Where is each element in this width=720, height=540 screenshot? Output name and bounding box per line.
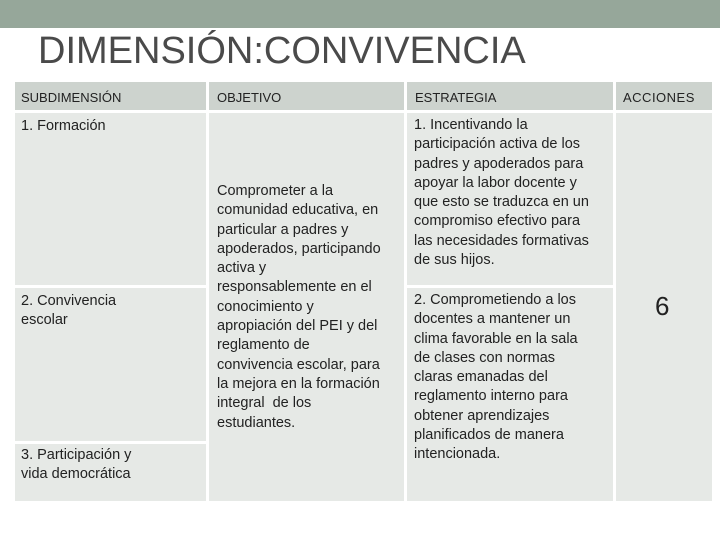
strategy-line: compromiso efectivo para: [414, 213, 581, 230]
objective-line: particular a padres y: [217, 221, 349, 238]
objective-line: integral de los: [217, 395, 312, 412]
header-actions: ACCIONES: [616, 82, 712, 110]
strategy-line: intencionada.: [414, 446, 501, 463]
objective-line: apoderados, participando: [217, 240, 381, 257]
strategy-line: obtener aprendizajes: [414, 407, 550, 424]
top-bar: [0, 0, 720, 28]
strategy-line: docentes a mantener un: [414, 311, 571, 328]
subdimension-label: 2. Convivencia: [21, 293, 117, 309]
header-strategy: ESTRATEGIA: [407, 82, 613, 110]
strategy-cell-1: [407, 113, 613, 285]
subdimension-label: 3. Participación y: [21, 447, 132, 463]
strategy-cell-2: [407, 288, 613, 501]
objective-line: convivencia escolar, para: [217, 356, 380, 373]
subdimension-cell-1: [15, 113, 206, 285]
strategy-line: 2. Comprometiendo a los: [414, 292, 576, 308]
objective-line: apropiación del PEI y del: [217, 318, 378, 335]
subdimension-label: escolar: [21, 312, 68, 329]
objective-line: conocimiento y: [217, 298, 314, 315]
objective-line: Comprometer a la: [217, 183, 334, 199]
header-objective: OBJETIVO: [209, 82, 404, 110]
page-title: DIMENSIÓN:CONVIVENCIA: [38, 30, 526, 72]
objective-line: la mejora en la formación: [217, 375, 380, 392]
strategy-line: participación activa de los: [414, 136, 581, 153]
actions-cell: [616, 113, 712, 501]
objective-line: estudiantes.: [217, 414, 296, 431]
actions-count: 6: [655, 291, 670, 321]
strategy-line: clima favorable en la sala: [414, 330, 578, 347]
objective-cell: [209, 113, 404, 501]
strategy-line: apoyar la labor docente y: [414, 174, 577, 191]
strategy-line: de clases con normas: [414, 349, 556, 366]
objective-line: activa y: [217, 260, 267, 277]
strategy-line: padres y apoderados para: [414, 155, 584, 172]
strategy-text: [414, 116, 589, 270]
strategy-line: de sus hijos.: [414, 252, 495, 269]
subdimension-label: vida democrática: [21, 466, 131, 483]
strategy-line: planificados de manera: [414, 427, 564, 444]
objective-text: [217, 182, 381, 433]
strategy-line: las necesidades formativas: [414, 232, 589, 249]
strategy-line: claras emanadas del: [414, 369, 548, 386]
objective-line: comunidad educativa, en: [217, 202, 379, 219]
strategy-text: [414, 291, 578, 465]
strategy-line: 1. Incentivando la: [414, 117, 528, 133]
strategy-line: que esto se traduzca en un: [414, 194, 589, 211]
header-subdimension: SUBDIMENSIÓN: [15, 82, 206, 110]
objective-line: responsablemente en el: [217, 279, 372, 296]
subdimension-cell-3: [15, 444, 206, 501]
objective-line: reglamento de: [217, 337, 310, 354]
subdimension-label: 1. Formación: [21, 118, 106, 134]
subdimension-cell-2: [15, 288, 206, 441]
strategy-line: reglamento interno para: [414, 388, 568, 405]
